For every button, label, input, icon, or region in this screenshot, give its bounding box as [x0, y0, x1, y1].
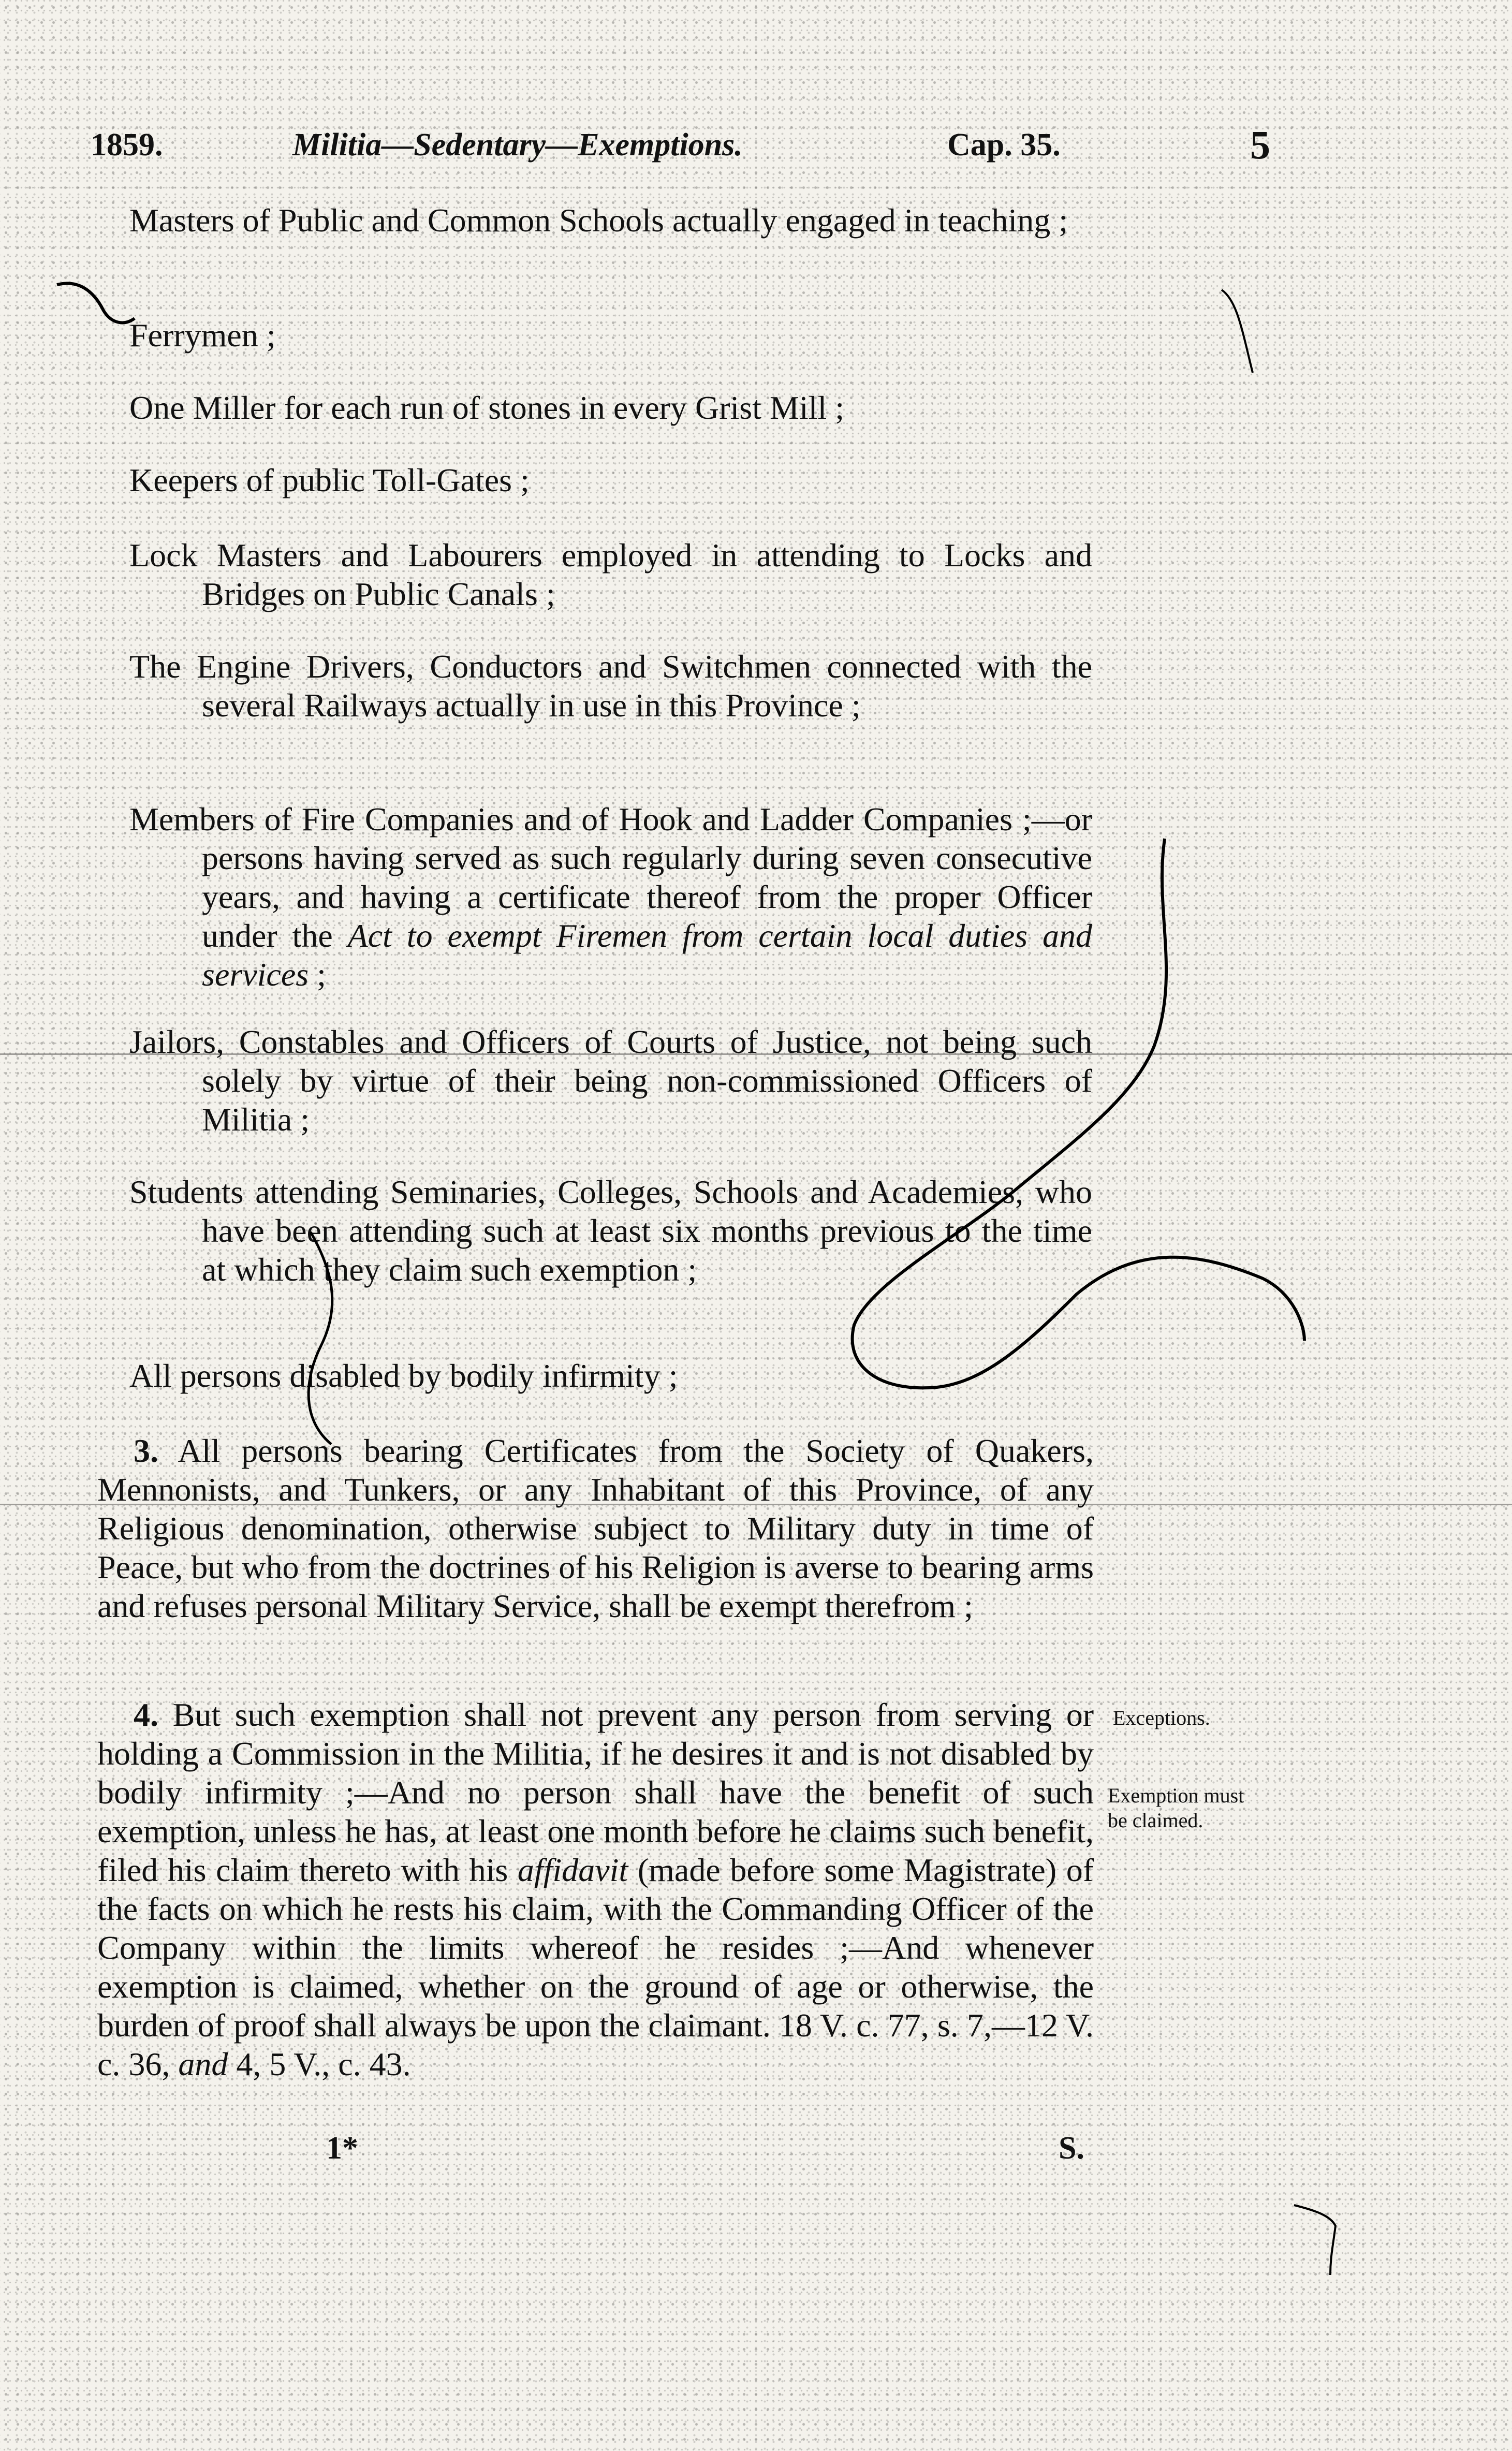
section-text: (made before some Magistrate) of the facts on which he rests his claim, with the Commanding Officer of the Company within the limits whereof he resides ;—And whenever exemption is claimed, whether on the ground of age or otherwise, the burden of proof shall always be upon the claimant. 18 V. c. 77, s. 7,—12 V. c. 36, [97, 1852, 1094, 2082]
exemption-item: Masters of Public and Common Schools actually engaged in teaching ; [129, 202, 1068, 239]
header-chapter: Cap. 35. [947, 127, 1061, 163]
exemption-text: Members of Fire Companies and of Hook and Ladder Companies ;—or persons having served as such regularly during seven consecutive years, and having a certificate thereof from the proper Officer under the [129, 801, 1092, 954]
act-title: Act to exempt Firemen from certain local duties and services [202, 917, 1093, 993]
marginal-note-exceptions: Exceptions. [1113, 1706, 1210, 1729]
italic-term: affidavit [517, 1852, 628, 1888]
italic-term: and [178, 2046, 228, 2082]
exemption-item: Ferrymen ; [129, 317, 276, 354]
exemption-item: Lock Masters and Labourers employed in attending to Locks and Bridges on Public Canals ; [129, 537, 1092, 612]
section-number: 4. [134, 1696, 158, 1733]
exemption-item: All persons disabled by bodily infirmity ; [129, 1357, 678, 1394]
page-number: 5 [1250, 122, 1270, 167]
running-header [91, 122, 1291, 173]
exemption-item: One Miller for each run of stones in every Grist Mill ; [129, 389, 844, 426]
marginal-note-exemption-claimed: Exemption must be claimed. [1108, 1784, 1244, 1832]
sheet-mark: S. [1059, 2131, 1084, 2166]
exemption-item: Keepers of public Toll-Gates ; [129, 462, 530, 498]
exemption-item [129, 800, 1092, 994]
section-number: 3. [134, 1432, 158, 1469]
section-text: 4, 5 V., c. 43. [228, 2046, 411, 2082]
exemption-item: Jailors, Constables and Officers of Courts of Justice, not being such solely by virtue of their being non-commissioned Officers of Militia ; [129, 1023, 1092, 1138]
section-3 [97, 1431, 1094, 1625]
exemption-item: The Engine Drivers, Conductors and Switchmen connected with the several Railways actually in use in this Province ; [129, 648, 1092, 724]
signature-mark: 1* [326, 2131, 358, 2166]
section-text: But such exemption shall not prevent any person from serving or holding a Commission in the Militia, if he desires it and is not disabled by bodily infirmity ;—And no person shall have the benefit of such exemption, unless he has, at least one month before he claims such benefit, filed his claim thereto with his [97, 1696, 1094, 1888]
exemption-item: Students attending Seminaries, Colleges, Schools and Academies, who have been attending such at least six months previous to the time at which they claim such exemption ; [129, 1173, 1092, 1288]
header-year: 1859. [91, 127, 163, 163]
section-4 [97, 1695, 1094, 2083]
header-title: Militia—Sedentary—Exemptions. [292, 127, 743, 163]
exemption-text-end: ; [309, 956, 326, 993]
section-text: All persons bearing Certificates from the Society of Quakers, Mennonists, and Tunkers, or any Inhabitant of this Province, of any Religious denomination, otherwise subject to Military duty in time of Peace, but who from the doctrines of his Religion is averse to bearing arms and refuses personal Military Service, shall be exempt therefrom ; [97, 1432, 1094, 1624]
